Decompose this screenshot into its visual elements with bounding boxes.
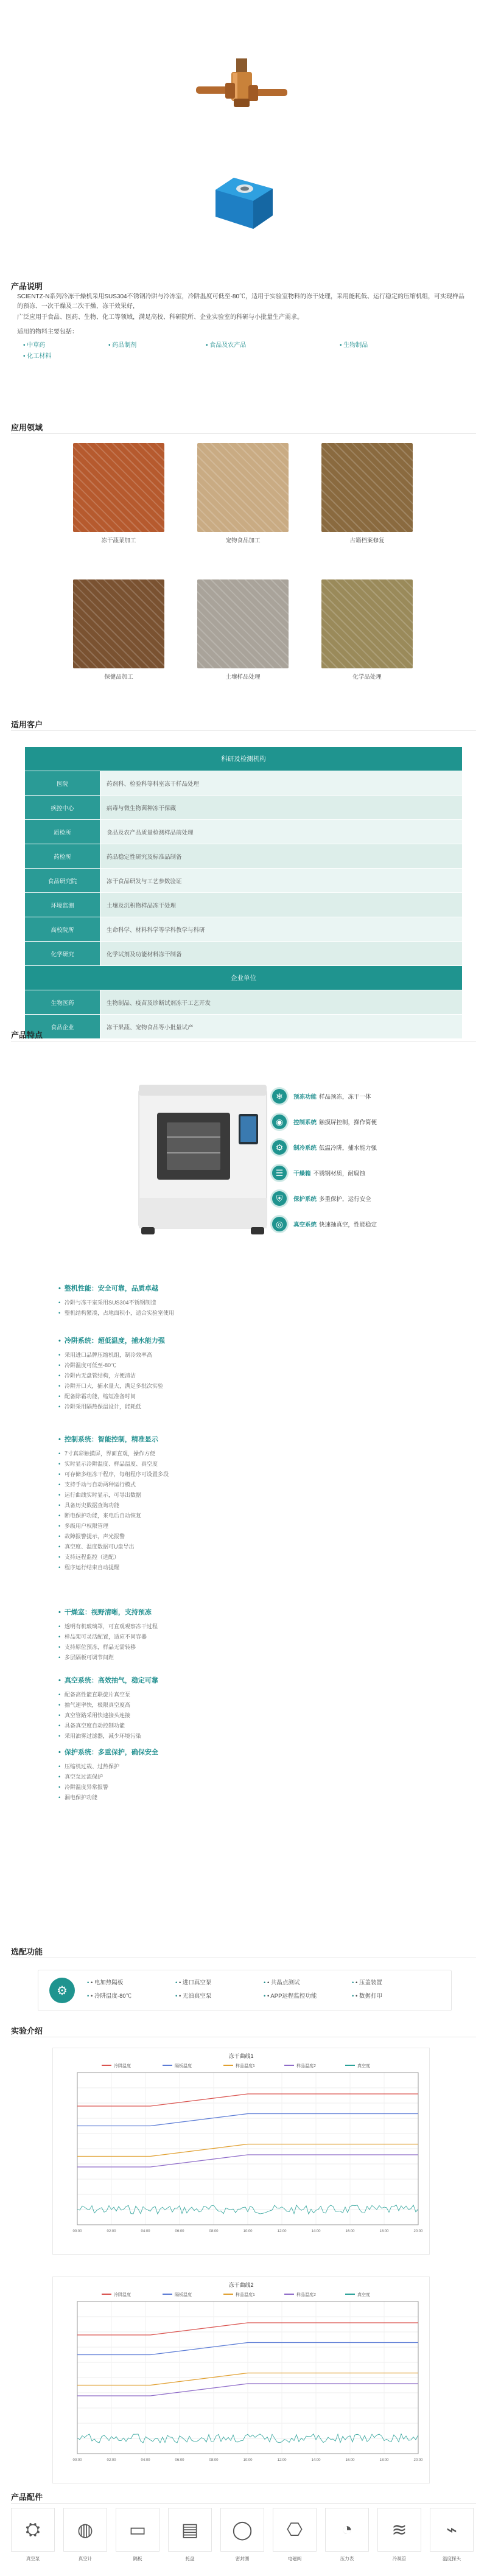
accessory-item xyxy=(430,2508,474,2562)
accessory-image: ⎔ xyxy=(273,2508,317,2552)
option-item: • • 进口真空泵 xyxy=(175,1978,264,1986)
intro-bullet: • 药品制剂 xyxy=(108,342,137,349)
feature-block-item: • 漏电保护功能 xyxy=(58,1793,399,1803)
feature-block-item: • 支持原位预冻，样品无需转移 xyxy=(58,1642,399,1653)
accessory-image: ⛭ xyxy=(11,2508,55,2552)
feature-icon: ⛨ xyxy=(270,1189,289,1208)
feature-icon-label: 保护系统 xyxy=(293,1196,317,1203)
table-cell-value: 生命科学、材料科学等学科教学与科研 xyxy=(100,917,463,942)
x-tick-label: 20:00 xyxy=(413,2230,423,2233)
x-tick-label: 08:00 xyxy=(209,2230,219,2233)
table-cell-key: 高校院所 xyxy=(25,917,100,942)
x-tick-label: 14:00 xyxy=(311,2230,321,2233)
feature-block-item: • 故障报警提示，声光报警 xyxy=(58,1531,399,1542)
feature-icon-item xyxy=(270,1160,408,1186)
application-label: 古籍档案修复 xyxy=(349,537,385,544)
feature-icon-label: 真空系统 xyxy=(293,1222,317,1228)
chart-title: 冻干曲线2 xyxy=(228,2282,254,2288)
intro-title: 产品说明 xyxy=(11,282,43,291)
accessory-item xyxy=(220,2508,264,2562)
x-tick-label: 18:00 xyxy=(379,2459,389,2462)
accessory-image: ◍ xyxy=(63,2508,107,2552)
table-row xyxy=(25,1015,463,1039)
features-title: 产品特点 xyxy=(11,1031,43,1040)
accessory-label: 托盘 xyxy=(185,2556,195,2561)
feature-block xyxy=(58,1675,399,1741)
table-cell-key: 化学研究 xyxy=(25,942,100,966)
accessory-item xyxy=(11,2508,55,2562)
accessory-image: ▤ xyxy=(168,2508,212,2552)
option-item: • • APP远程监控功能 xyxy=(264,1991,352,2000)
application-item xyxy=(197,443,289,544)
x-tick-label: 06:00 xyxy=(175,2459,184,2462)
table-row xyxy=(25,869,463,893)
feature-block-item: • 支持手动与自动两种运行模式 xyxy=(58,1480,399,1490)
feature-block-item: • 程序运行结束自动提醒 xyxy=(58,1563,399,1573)
x-tick-label: 00:00 xyxy=(72,2230,82,2233)
accessory-label: 隔板 xyxy=(133,2556,142,2561)
feature-icon-desc: 低温冷阱，捕水能力强 xyxy=(319,1145,377,1152)
feature-block-item: • 真空泵过流保护 xyxy=(58,1772,399,1782)
feature-icon: ◉ xyxy=(270,1113,289,1131)
accessory-item xyxy=(63,2508,107,2562)
feature-icon-item xyxy=(270,1109,408,1135)
table-row xyxy=(25,990,463,1015)
accessory-item xyxy=(116,2508,159,2562)
experiment-title: 实验介绍 xyxy=(11,2026,43,2035)
experiment-chart-1 xyxy=(52,2048,430,2255)
legend-label: 真空度 xyxy=(357,2064,370,2068)
feature-icon-desc: 快速抽真空，性能稳定 xyxy=(319,1222,377,1228)
table-cell-value: 化学试剂及功能材料冻干制备 xyxy=(100,942,463,966)
x-tick-label: 10:00 xyxy=(243,2230,253,2233)
x-tick-label: 06:00 xyxy=(175,2230,184,2233)
application-image xyxy=(197,579,289,668)
intro-text: 适用的物料主要包括： xyxy=(17,329,78,335)
accessory-image: ◔ xyxy=(325,2508,369,2552)
feature-block-title: • 控制系统：智能控制，精准显示 xyxy=(58,1434,399,1444)
customers-table xyxy=(24,746,463,1039)
feature-block-title: • 整机性能：安全可靠，品质卓越 xyxy=(58,1283,399,1293)
accessory-label: 密封圈 xyxy=(235,2556,250,2561)
options-box xyxy=(38,1970,452,2011)
option-item: • • 无油真空泵 xyxy=(175,1991,264,2000)
feature-block-item: • 断电保护功能，来电后自动恢复 xyxy=(58,1511,399,1521)
legend-label: 样品温度2 xyxy=(296,2064,316,2068)
option-item: • • 冷阱温度-80℃ xyxy=(87,1991,175,2000)
intro-bullet: • 中草药 xyxy=(23,342,46,349)
feature-block-item: • 压缩机过载、过热保护 xyxy=(58,1762,399,1772)
feature-block-item: • 可存储多组冻干程序，每组程序可设置多段 xyxy=(58,1469,399,1480)
chart-title: 冻干曲线1 xyxy=(228,2053,254,2059)
freeze-dryer-image xyxy=(133,1070,272,1247)
table-cell-value: 冻干食品研发与工艺参数验证 xyxy=(100,869,463,893)
accessory-image: ▭ xyxy=(116,2508,159,2552)
table-cell-value: 生物制品、疫苗及诊断试剂冻干工艺开发 xyxy=(100,990,463,1015)
feature-icon-desc: 触摸屏控制，操作简便 xyxy=(319,1119,377,1126)
feature-block-item: • 具备真空度自动控制功能 xyxy=(58,1721,399,1731)
legend-label: 真空度 xyxy=(357,2293,370,2297)
feature-icon-label: 控制系统 xyxy=(293,1119,317,1126)
feature-block-item: • 抽气速率快，极限真空度高 xyxy=(58,1700,399,1710)
table-cell-key: 药检所 xyxy=(25,844,100,869)
gear-icon: ⚙ xyxy=(49,1978,75,2003)
table-group-header: 科研及检测机构 xyxy=(25,747,463,771)
application-item xyxy=(73,443,164,544)
table-cell-value: 土壤及沉积物样品冻干处理 xyxy=(100,893,463,917)
feature-icon-item xyxy=(270,1186,408,1211)
feature-block-item: • 7寸真彩触摸屏，界面直观，操作方便 xyxy=(58,1449,399,1459)
options-title: 选配功能 xyxy=(11,1947,43,1956)
feature-block-item: • 多级用户权限管理 xyxy=(58,1521,399,1531)
accessory-label: 压力表 xyxy=(340,2556,354,2561)
accessories-title: 产品配件 xyxy=(11,2493,43,2502)
table-row xyxy=(25,796,463,820)
option-item: • • 压盖装置 xyxy=(352,1978,440,1986)
feature-icon-item xyxy=(270,1135,408,1160)
legend-label: 样品温度1 xyxy=(236,2064,255,2068)
table-cell-value: 食品及农产品质量检测样品前处理 xyxy=(100,820,463,844)
feature-icon-item xyxy=(270,1083,408,1109)
application-label: 保健品加工 xyxy=(104,674,133,681)
feature-block xyxy=(58,1747,399,1803)
experiment-chart-2 xyxy=(52,2277,430,2483)
application-image xyxy=(321,579,413,668)
x-tick-label: 14:00 xyxy=(311,2459,321,2462)
table-row xyxy=(25,893,463,917)
option-item: • • 数据打印 xyxy=(352,1991,440,2000)
application-label: 化学品处理 xyxy=(352,674,382,681)
feature-block-item: • 冷阱采用隔热保温设计，能耗低 xyxy=(58,1402,399,1412)
option-item: • • 电加热隔板 xyxy=(87,1978,175,1986)
option-item: • • 共晶点测试 xyxy=(264,1978,352,1986)
legend-label: 冷阱温度 xyxy=(114,2293,131,2297)
table-row xyxy=(25,942,463,966)
feature-block-item: • 样品架可灵活配置，适应不同容器 xyxy=(58,1632,399,1642)
customers-title: 适用客户 xyxy=(11,720,43,729)
feature-icon-label: 干燥箱 xyxy=(293,1171,311,1177)
accessory-label: 真空泵 xyxy=(26,2556,40,2561)
table-cell-value: 药剂科、检验科等科室冻干样品处理 xyxy=(100,771,463,796)
solenoid-coil-image xyxy=(209,172,278,231)
accessory-label: 真空计 xyxy=(78,2556,93,2561)
feature-block-title: • 真空系统：高效抽气，稳定可靠 xyxy=(58,1675,399,1685)
feature-block xyxy=(58,1434,399,1573)
legend-label: 样品温度2 xyxy=(296,2293,316,2297)
feature-block-title: • 干燥室：视野清晰，支持预冻 xyxy=(58,1607,399,1617)
intro-text: SCIENTZ-N系列冷冻干燥机采用SUS304不锈钢冷阱与冷冻室，冷阱温度可低至-80℃，适用于实验室物料的冻干处理，采用能耗低、运行稳定的压缩机组，可实现样品的预冻、一次干燥及二次干燥，冻干效果好， xyxy=(17,293,465,310)
feature-block-item: • 真空度、温度数据可U盘导出 xyxy=(58,1542,399,1552)
table-group-header: 企业单位 xyxy=(25,966,463,990)
x-tick-label: 00:00 xyxy=(72,2459,82,2462)
accessory-item xyxy=(377,2508,421,2562)
feature-block-item: • 透明有机玻璃罩，可直观观察冻干过程 xyxy=(58,1622,399,1632)
feature-block-item: • 冷阱内无盘管结构，方便清洁 xyxy=(58,1371,399,1381)
x-tick-label: 02:00 xyxy=(107,2459,116,2462)
feature-block-item: • 冷阱与冻干室采用SUS304不锈钢制造 xyxy=(58,1298,399,1308)
feature-icon-item xyxy=(270,1211,408,1237)
feature-block xyxy=(58,1283,399,1318)
application-image xyxy=(73,443,164,532)
feature-block xyxy=(58,1335,399,1412)
application-item xyxy=(321,579,413,681)
intro-bullet: • 食品及农产品 xyxy=(206,342,247,349)
intro-bullet: • 化工材料 xyxy=(23,353,52,360)
feature-icon-label: 预冻功能 xyxy=(293,1094,317,1101)
solenoid-valve-image xyxy=(196,58,287,150)
feature-block-item: • 支持远程监控（选配） xyxy=(58,1552,399,1563)
feature-block-item: • 采用油雾过滤器，减少环境污染 xyxy=(58,1731,399,1741)
feature-block-item: • 运行曲线实时显示，可导出数据 xyxy=(58,1490,399,1500)
table-cell-key: 生物医药 xyxy=(25,990,100,1015)
table-row xyxy=(25,917,463,942)
table-row xyxy=(25,771,463,796)
feature-block-item: • 冷阱开口大，捕水量大，满足多批次实验 xyxy=(58,1381,399,1391)
legend-label: 样品温度1 xyxy=(236,2293,255,2297)
feature-block-item: • 多层隔板可调节间距 xyxy=(58,1653,399,1663)
feature-block-item: • 采用进口品牌压缩机组，制冷效率高 xyxy=(58,1350,399,1360)
feature-icon: ❄ xyxy=(270,1087,289,1105)
x-tick-label: 04:00 xyxy=(141,2230,150,2233)
table-cell-value: 冻干果蔬、宠物食品等小批量试产 xyxy=(100,1015,463,1039)
applications-title: 应用领域 xyxy=(11,423,43,432)
feature-icon: ⚙ xyxy=(270,1138,289,1157)
application-label: 土壤样品处理 xyxy=(225,674,261,681)
feature-block-title: • 保护系统：多重保护，确保安全 xyxy=(58,1747,399,1757)
x-tick-label: 20:00 xyxy=(413,2459,423,2462)
x-tick-label: 16:00 xyxy=(345,2230,355,2233)
table-row xyxy=(25,844,463,869)
x-tick-label: 04:00 xyxy=(141,2459,150,2462)
x-tick-label: 18:00 xyxy=(379,2230,389,2233)
feature-block-item: • 配备高性能直联旋片真空泵 xyxy=(58,1690,399,1700)
application-label: 冻干蔬菜加工 xyxy=(101,537,136,544)
table-cell-key: 食品研究院 xyxy=(25,869,100,893)
x-tick-label: 02:00 xyxy=(107,2230,116,2233)
accessory-image: ◯ xyxy=(220,2508,264,2552)
feature-icon-desc: 多重保护，运行安全 xyxy=(319,1196,371,1203)
feature-block-item: • 实时显示冷阱温度、样品温度、真空度 xyxy=(58,1459,399,1469)
table-cell-key: 环境监测 xyxy=(25,893,100,917)
legend-label: 隔板温度 xyxy=(175,2293,192,2297)
feature-block-item: • 冷阱温度可低至-80℃ xyxy=(58,1360,399,1371)
legend-label: 冷阱温度 xyxy=(114,2064,131,2068)
feature-block-item: • 整机结构紧凑，占地面积小，适合实验室使用 xyxy=(58,1308,399,1318)
table-cell-key: 食品企业 xyxy=(25,1015,100,1039)
table-cell-key: 疾控中心 xyxy=(25,796,100,820)
feature-block-item: • 配备除霜功能，缩短准备时间 xyxy=(58,1391,399,1402)
feature-icon: ☰ xyxy=(270,1164,289,1182)
application-image xyxy=(197,443,289,532)
accessory-item xyxy=(273,2508,317,2562)
table-row xyxy=(25,820,463,844)
accessory-label: 温度探头 xyxy=(443,2556,461,2561)
application-image xyxy=(73,579,164,668)
intro-bullet: • 生物制品 xyxy=(340,342,368,349)
feature-icon-desc: 不锈钢材质，耐腐蚀 xyxy=(313,1171,366,1177)
accessory-item xyxy=(168,2508,212,2562)
table-cell-value: 病毒与微生物菌种冻干保藏 xyxy=(100,796,463,820)
x-tick-label: 08:00 xyxy=(209,2459,219,2462)
accessory-label: 电磁阀 xyxy=(287,2556,302,2561)
feature-icon-label: 制冷系统 xyxy=(293,1145,317,1152)
accessory-item xyxy=(325,2508,369,2562)
application-item xyxy=(197,579,289,681)
feature-block-item: • 具备历史数据查询功能 xyxy=(58,1500,399,1511)
feature-icon-desc: 样品预冻，冻干一体 xyxy=(319,1094,371,1101)
feature-block-item: • 真空管路采用快速接头连接 xyxy=(58,1710,399,1721)
accessory-image: ≋ xyxy=(377,2508,421,2552)
feature-block-item: • 冷阱温度异常报警 xyxy=(58,1782,399,1793)
application-item xyxy=(73,579,164,681)
feature-icon: ◎ xyxy=(270,1215,289,1233)
application-image xyxy=(321,443,413,532)
x-tick-label: 12:00 xyxy=(277,2230,287,2233)
application-item xyxy=(321,443,413,544)
table-cell-key: 医院 xyxy=(25,771,100,796)
x-tick-label: 12:00 xyxy=(277,2459,287,2462)
accessory-label: 冷凝管 xyxy=(392,2556,407,2561)
x-tick-label: 16:00 xyxy=(345,2459,355,2462)
table-cell-key: 质检所 xyxy=(25,820,100,844)
legend-label: 隔板温度 xyxy=(175,2064,192,2068)
feature-block-title: • 冷阱系统：超低温度，捕水能力强 xyxy=(58,1335,399,1345)
table-cell-value: 药品稳定性研究及标准品制备 xyxy=(100,844,463,869)
intro-text: 广泛应用于食品、医药、生物、化工等领域，满足高校、科研院所、企业实验室的科研与小批量生产需求。 xyxy=(17,314,303,321)
x-tick-label: 10:00 xyxy=(243,2459,253,2462)
feature-block xyxy=(58,1607,399,1663)
accessory-image: ⌁ xyxy=(430,2508,474,2552)
application-label: 宠物食品加工 xyxy=(225,537,261,544)
